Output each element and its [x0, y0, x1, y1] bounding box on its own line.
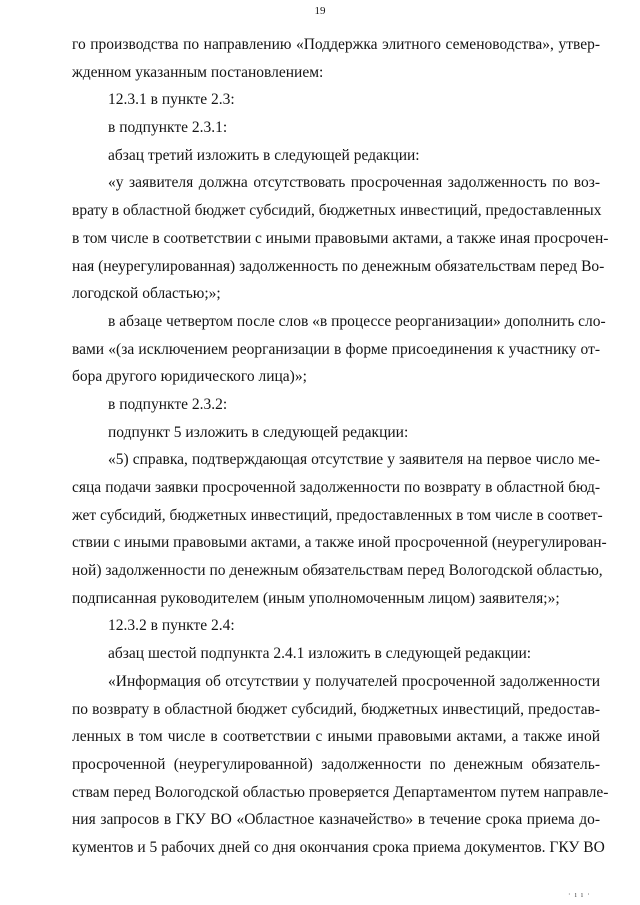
text-line: «у заявителя должна отсутствовать просроченная задолженность по воз- — [108, 174, 600, 192]
text-line: сяца подачи заявки просроченной задолженности по возврату в областной бюд- — [72, 479, 600, 496]
text-line: в подпункте 2.3.1: — [108, 119, 228, 137]
text-line: жет субсидий, бюджетных инвестиций, предоставленных в том числе в соответ- — [72, 506, 603, 524]
text-line: жденном указанным постановлением: — [72, 63, 324, 81]
text-line: кументов и 5 рабочих дней со дня окончания срока приема документов. ГКУ ВО — [72, 838, 605, 856]
document-body — [72, 31, 609, 862]
text-line: «5) справка, подтверждающая отсутствие у заявителя на первое число ме- — [108, 451, 600, 469]
text-line: вами «(за исключением реорганизации в форме присоединения к участнику от- — [72, 340, 600, 358]
text-line: абзац третий изложить в следующей редакции: — [108, 146, 420, 164]
text-line: подпункт 5 изложить в следующей редакции: — [108, 423, 409, 441]
text-line: врату в областной бюджет субсидий, бюджетных инвестиций, предоставленных — [72, 202, 602, 220]
text-line: 12.3.2 в пункте 2.4: — [108, 617, 235, 635]
scan-mark: · ı ı · — [568, 890, 591, 899]
text-line: просроченной (неурегулированной) задолженности по денежным обязатель- — [72, 755, 600, 773]
text-line: 12.3.1 в пункте 2.3: — [108, 91, 235, 109]
text-line: в подпункте 2.3.2: — [108, 395, 228, 413]
text-line: ствам перед Вологодской областью проверяется Департаментом путем направле- — [72, 783, 609, 801]
text-line: в том числе в соответствии с иными правовыми актами, а также иная просрочен- — [72, 229, 609, 247]
text-line: ленных в том числе в соответствии с иными правовыми актами, а также иной — [72, 728, 600, 746]
text-line: «Информация об отсутствии у получателей просроченной задолженности — [108, 672, 600, 690]
text-line: го производства по направлению «Поддержка элитного семеноводства», утвер- — [72, 36, 600, 53]
text-line: ствии с иными правовыми актами, а также иной просроченной (неурегулирован- — [72, 534, 607, 552]
text-line: ной) задолженности по денежным обязательствам перед Вологодской областью, — [72, 562, 603, 580]
text-line: по возврату в областной бюджет субсидий, бюджетных инвестиций, предостав- — [72, 700, 600, 718]
text-line: ная (неурегулированная) задолженность по денежным обязательствам перед Во- — [72, 257, 605, 275]
text-line: в абзаце четвертом после слов «в процессе реорганизации» дополнить сло- — [108, 312, 606, 330]
text-line: логодской областью;»; — [72, 285, 221, 303]
text-line: бора другого юридического лица)»; — [72, 368, 307, 386]
page-number: 19 — [314, 5, 326, 17]
text-line: ния запросов в ГКУ ВО «Областное казначейство» в течение срока приема до- — [72, 811, 600, 829]
text-line: подписанная руководителем (иным уполномоченным лицом) заявителя;»; — [72, 589, 560, 607]
text-line: абзац шестой подпункта 2.4.1 изложить в следующей редакции: — [108, 645, 532, 663]
